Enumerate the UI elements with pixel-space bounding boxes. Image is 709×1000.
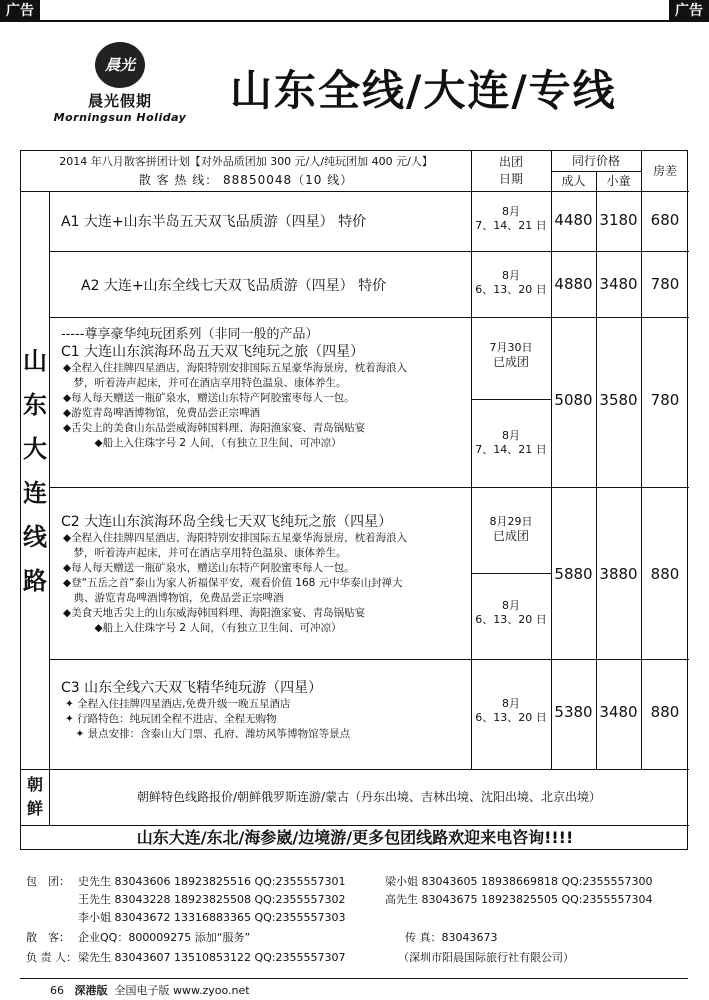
feature-line: ✦ 行路特色：纯玩团全程不进店、全程无购物: [65, 713, 277, 725]
feature-line: ✦ 全程入住挂牌四星酒店,免费升级一晚五星酒店: [65, 698, 291, 710]
company-logo: [50, 42, 190, 134]
route-c2-date2: [471, 599, 551, 627]
feature-line: ◆每人每天赠送一瓶矿泉水，赠送山东特产阿胶蜜枣每人一包。: [63, 562, 355, 574]
hotline-header: 散 客 热 线： 88850048（10 线）: [138, 173, 354, 187]
region-char: 连: [23, 479, 47, 507]
grid-line: [471, 573, 551, 574]
route-c1-date2: [471, 429, 551, 457]
korea-label: [21, 769, 49, 825]
region-char: 东: [23, 391, 47, 419]
date-month: 8月: [502, 697, 520, 710]
manager-contact: 梁先生 83043607 13510853122 QQ:2355557307: [78, 951, 346, 964]
date-status: 已成团: [492, 355, 529, 369]
route-c1-date1: [471, 341, 551, 369]
route-c3-adult-price: 5380: [554, 703, 593, 721]
group-contact: 史先生 83043606 18923825516 QQ:2355557301: [78, 875, 346, 888]
peer-price-header: 同行价格: [571, 154, 620, 168]
route-a1-title: A1 大连+山东半岛五天双飞品质游（四星） 特价: [61, 214, 367, 230]
feature-line: ◆每人每天赠送一瓶矿泉水，赠送山东特产阿胶蜜枣每人一包。: [63, 392, 355, 404]
grid-line: [21, 191, 689, 192]
manager-label: 负 责 人：: [26, 951, 77, 964]
group-contact: 王先生 83043228 18923825508 QQ:2355557302: [78, 893, 346, 906]
individual-contact: 企业QQ：800009275 添加“服务”: [78, 931, 251, 944]
departure-date-header: [471, 151, 551, 191]
route-a1-child-price: 3180: [599, 211, 638, 229]
date-status: 已成团: [492, 529, 529, 543]
route-a1-adult-price: 4480: [554, 211, 593, 229]
route-c1-child-price: 3580: [599, 391, 638, 409]
luxury-series-title: -----尊享豪华纯玩团系列（非同一般的产品）: [61, 327, 319, 342]
route-a2-date: [471, 269, 551, 297]
grid-line: [551, 151, 552, 769]
route-a1-room-diff: 680: [650, 211, 680, 229]
route-c2-child-price: 3880: [599, 565, 638, 583]
logo-mark-icon: 晨光: [95, 42, 145, 88]
feature-line: 梦，听着涛声起床，并可在酒店享用特色温泉、康体养生。: [63, 547, 347, 559]
child-header: 小童: [606, 174, 631, 188]
feature-line: ◆全程入住挂牌四星酒店，海阳特别安排国际五星豪华海景房，枕着海浪入: [63, 362, 408, 374]
group-contact: 李小姐 83043672 13316883365 QQ:2355557303: [78, 911, 346, 924]
date-day: 8月29日: [489, 515, 533, 528]
route-c1-adult-price: 5080: [554, 391, 593, 409]
group-contact: 梁小姐 83043605 18938669818 QQ:2355557300: [385, 875, 653, 888]
feature-line: ◆船上入住珠字号 2 人间，（有独立卫生间、可冲凉）: [63, 622, 342, 634]
route-c2-features: [63, 531, 471, 636]
page-number: 66: [50, 984, 64, 997]
korea-char: 鲜: [26, 799, 43, 818]
region-char: 线: [23, 523, 47, 551]
grid-line: [49, 191, 50, 825]
grid-line: [471, 151, 472, 769]
edition-label: 深港版: [74, 984, 108, 997]
region-char: 路: [23, 567, 47, 595]
ad-tag-left: 广告: [0, 0, 40, 22]
group-label: 包 团：: [26, 875, 70, 888]
individual-label: 散 客：: [26, 931, 70, 944]
route-c3-features: [65, 697, 471, 742]
korea-char: 朝: [26, 775, 43, 794]
feature-line: ◆美食天地舌尖上的山东威海韩国料理、海阳渔家宴、青岛锅贴宴: [63, 607, 366, 619]
grid-line: [471, 399, 551, 400]
route-a2-title: A2 大连+山东全线七天双飞品质游（四星） 特价: [81, 278, 387, 294]
departure-header-line1: 出团: [498, 155, 523, 169]
route-c2-room-diff: 880: [650, 565, 680, 583]
route-c2-date1: [471, 515, 551, 543]
date-day: 7月30日: [489, 341, 533, 354]
date-days: 6、13、20 日: [475, 283, 547, 296]
inquiry-banner: 山东大连/东北/海参崴/边境游/更多包团线路欢迎来电咨询!!!!: [136, 828, 574, 847]
route-c1-title: C1 大连山东滨海环岛五天双飞纯玩之旅（四星）: [61, 344, 365, 360]
adult-header: 成人: [561, 174, 586, 188]
logo-en-text: Morningsun Holiday: [53, 111, 187, 124]
route-c3-room-diff: 880: [650, 703, 680, 721]
date-days: 7、14、21 日: [475, 443, 547, 456]
grid-line: [641, 151, 642, 769]
route-a2-room-diff: 780: [650, 275, 680, 293]
route-c3-date: [471, 697, 551, 725]
route-c1-room-diff: 780: [650, 391, 680, 409]
korea-routes: 朝鲜特色线路报价/朝鲜俄罗斯连游/蒙古（丹东出境、吉林出境、沈阳出境、北京出境）: [136, 790, 602, 804]
departure-header-line2: 日期: [498, 172, 523, 186]
ad-tag-right: 广告: [669, 0, 709, 22]
date-month: 8月: [502, 429, 520, 442]
feature-line: ✦ 景点安排：含泰山大门票、孔府、潍坊风筝博物馆等景点: [65, 728, 351, 740]
page-title: 山东全线/大连/专线: [230, 66, 617, 115]
route-c1-features: [63, 361, 471, 451]
date-month: 8月: [502, 269, 520, 282]
website: 全国电子版 www.zyoo.net: [114, 984, 250, 997]
company-name: （深圳市阳晨国际旅行社有限公司）: [398, 951, 574, 964]
route-a2-child-price: 3480: [599, 275, 638, 293]
bottom-rule: [20, 978, 688, 979]
fax-number: 传 真：83043673: [405, 931, 498, 944]
region-char: 大: [23, 435, 47, 463]
region-label: [21, 191, 49, 769]
region-char: 山: [23, 347, 47, 375]
date-days: 6、13、20 日: [475, 613, 547, 626]
feature-line: ◆船上入住珠字号 2 人间，（有独立卫生间、可冲凉）: [63, 437, 342, 449]
route-c2-adult-price: 5880: [554, 565, 593, 583]
route-c2-title: C2 大连山东滨海环岛全线七天双飞纯玩之旅（四星）: [61, 514, 393, 530]
page-footer: [50, 982, 250, 998]
date-days: 7、14、21 日: [475, 219, 547, 232]
plan-header: 2014 年八月散客拼团计划【对外品质团加 300 元/人/纯玩团加 400 元/人】: [59, 155, 433, 168]
room-diff-header: 房差: [652, 164, 677, 178]
feature-line: 典、游览青岛啤酒博物馆，免费品尝正宗啤酒: [63, 592, 284, 604]
date-days: 6、13、20 日: [475, 711, 547, 724]
header-rule: [0, 20, 709, 22]
feature-line: ◆全程入住挂牌四星酒店，海阳特别安排国际五星豪华海景房，枕着海浪入: [63, 532, 408, 544]
grid-line: [49, 317, 689, 318]
group-contact: 高先生 83043675 18923825505 QQ:2355557304: [385, 893, 653, 906]
grid-line: [596, 171, 597, 769]
price-table: [20, 150, 688, 850]
feature-line: 梦，听着涛声起床，并可在酒店享用特色温泉、康体养生。: [63, 377, 347, 389]
route-c3-title: C3 山东全线六天双飞精华纯玩游（四星）: [61, 680, 323, 696]
feature-line: ◆登“五岳之首”泰山为家人祈福保平安，观看价值 168 元中华泰山封禅大: [63, 577, 403, 589]
route-a1-date: [471, 205, 551, 233]
date-month: 8月: [502, 599, 520, 612]
grid-line: [49, 251, 689, 252]
feature-line: ◆舌尖上的美食山东品尝威海韩国料理、海阳渔家宴、青岛锅贴宴: [63, 422, 366, 434]
grid-line: [49, 487, 689, 488]
route-c3-child-price: 3480: [599, 703, 638, 721]
feature-line: ◆游览青岛啤酒博物馆，免费品尝正宗啤酒: [63, 407, 261, 419]
grid-line: [49, 659, 689, 660]
route-a2-adult-price: 4880: [554, 275, 593, 293]
date-month: 8月: [502, 205, 520, 218]
logo-cn-text: 晨光假期: [87, 92, 152, 110]
